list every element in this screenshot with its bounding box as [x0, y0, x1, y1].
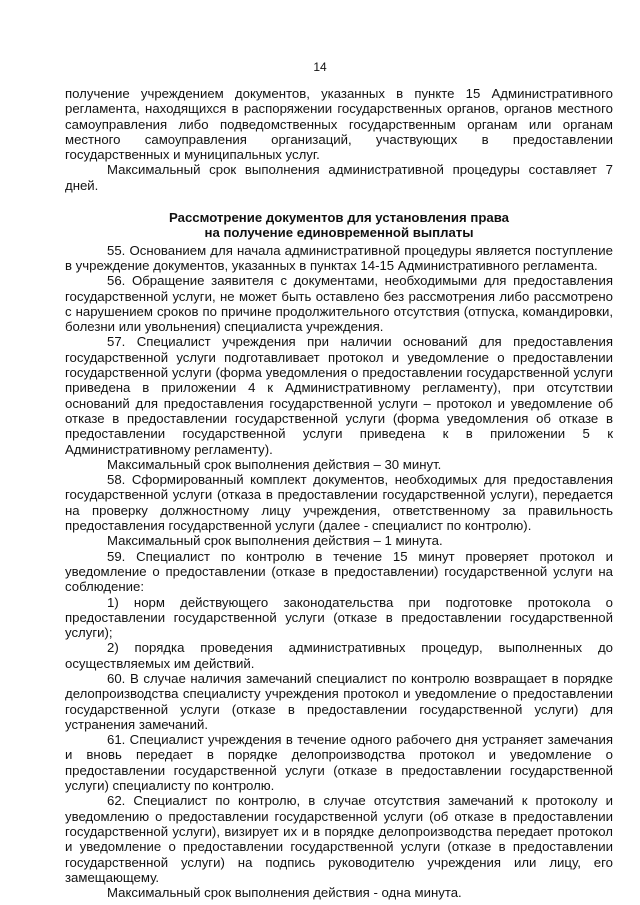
- section-heading-line2: на получение единовременной выплаты: [204, 225, 474, 241]
- paragraph-59-item-1: 1) норм действующего законодательства при подготовке протокола о предоставлении государственной услуги (отказе в предоставлении государственной услуги);: [65, 594, 613, 641]
- paragraph-60: 60. В случае наличия замечаний специалист по контролю возвращает в порядке делопроизводства специалисту учреждения протокол и уведомление о предоставлении государственной услуги (отказе в предоставлении государственной услуги) для устранения замечаний.: [65, 670, 613, 732]
- paragraph-58-max-time: Максимальный срок выполнения действия – 1 минута.: [107, 533, 443, 549]
- paragraph-61: 61. Специалист учреждения в течение одного рабочего дня устраняет замечания и вновь передает в порядке делопроизводства протокол и уведомление о предоставлении государственной услуги (отказе в предоставлении государственной услуги) специалисту по контролю.: [65, 732, 613, 794]
- page-number: 14: [313, 60, 327, 74]
- document-body: [65, 86, 613, 900]
- paragraph-59-item-2: 2) порядка проведения административных процедур, выполненных до осуществляемых им действий.: [65, 640, 613, 671]
- intro-paragraph: получение учреждением документов, указанных в пункте 15 Административного регламента, находящихся в распоряжении государственных органов, органов местного самоуправления либо подведомственных государственным органам или органам местного самоуправления организаций, участвующих в предоставлении государственных и муниципальных услуг.: [65, 86, 613, 163]
- paragraph-58: 58. Сформированный комплект документов, необходимых для предоставления государственной услуги (отказа в предоставлении государственной услуги), передается на проверку должностному лицу учреждения, ответственному за правильность предоставления государственной услуги (далее - специалист по контролю).: [65, 472, 613, 534]
- intro-max-time: Максимальный срок выполнения административной процедуры составляет 7 дней.: [65, 162, 613, 193]
- section-heading: [65, 210, 613, 241]
- paragraph-56: 56. Обращение заявителя с документами, необходимыми для предоставления государственной услуги, не может быть оставлено без рассмотрения либо рассмотрено с нарушением сроков по причине продолжительного отсутствия (отпуска, командировки, болезни или увольнения) специалиста учреждения.: [65, 273, 613, 335]
- paragraph-57-max-time: Максимальный срок выполнения действия – 30 минут.: [107, 456, 442, 472]
- paragraph-62-max-time: Максимальный срок выполнения действия - одна минута.: [107, 885, 462, 901]
- paragraph-62: 62. Специалист по контролю, в случае отсутствия замечаний к протоколу и уведомлению о предоставлении государственной услуги (об отказе в предоставлении государственной услуги), визирует их и в порядке делопроизводства передает протокол и уведомление о предоставлении государственной услуги (отказе в предоставлении государственной услуги) на подпись руководителю учреждения или лицу, его замещающему.: [65, 793, 613, 885]
- section-heading-line1: Рассмотрение документов для установления права: [169, 210, 509, 226]
- paragraph-57: 57. Специалист учреждения при наличии оснований для предоставления государственной услуги подготавливает протокол и уведомление о предоставлении государственной услуги (форма уведомления о предоставлении государственной услуги приведена в приложении 4 к Административному регламенту), при отсутствии оснований для предоставления государственной услуги – протокол и уведомление об отказе в предоставлении государственной услуги (форма уведомления об отказе в предоставлении государственной услуги приведена к в приложении 5 к Административному регламенту).: [65, 334, 613, 457]
- paragraph-59: 59. Специалист по контролю в течение 15 минут проверяет протокол и уведомление о предоставлении (отказе в предоставлении) государственной услуги на соблюдение:: [65, 548, 613, 595]
- paragraph-55: 55. Основанием для начала административной процедуры является поступление в учреждение документов, указанных в пунктах 14-15 Административного регламента.: [65, 242, 613, 273]
